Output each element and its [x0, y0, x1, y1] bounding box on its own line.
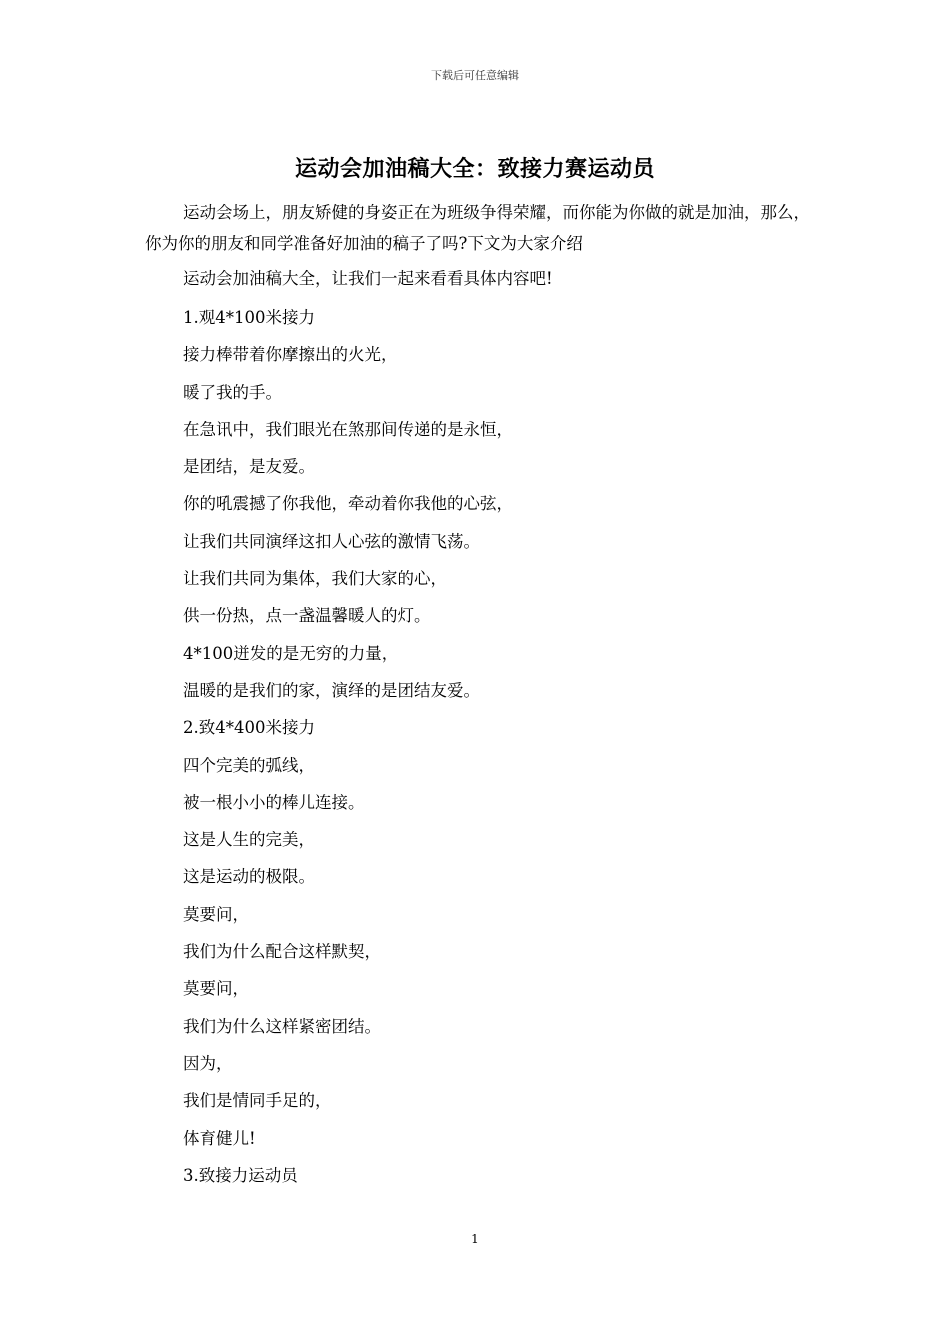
text-line: 4*100迸发的是无穷的力量， [183, 643, 399, 663]
text-lines [145, 259, 817, 1194]
text-line: 你的吼震撼了你我他，牵动着你我他的心弦， [183, 494, 513, 514]
text-line: 体育健儿! [183, 1128, 256, 1148]
text-line: 温暖的是我们的家，演绎的是团结友爱。 [183, 680, 480, 700]
text-line: 暖了我的手。 [183, 382, 282, 402]
text-line: 供一份热，点一盏温馨暖人的灯。 [183, 606, 431, 626]
text-line: 这是运动的极限。 [183, 867, 315, 887]
text-line: 我们为什么配合这样默契， [183, 942, 381, 962]
text-line: 在急讯中，我们眼光在煞那间传递的是永恒， [183, 419, 513, 439]
text-line: 莫要问， [183, 979, 249, 999]
text-line: 因为， [183, 1053, 233, 1073]
section-heading: 1.观4*100米接力 [183, 308, 315, 327]
document-title: 运动会加油稿大全：致接力赛运动员 [294, 156, 655, 182]
text-line: 让我们共同演绎这扣人心弦的激情飞荡。 [183, 531, 480, 551]
header-note: 下载后可任意编辑 [431, 69, 519, 82]
text-line: 我们为什么这样紧密团结。 [183, 1016, 381, 1036]
text-line: 是团结，是友爱。 [183, 457, 315, 477]
text-line: 让我们共同为集体，我们大家的心， [183, 569, 447, 589]
text-line: 莫要问， [183, 904, 249, 924]
text-line: 我们是情同手足的， [183, 1091, 332, 1111]
section-heading: 3.致接力运动员 [183, 1165, 298, 1185]
text-line: 运动会加油稿大全，让我们一起来看看具体内容吧! [183, 269, 553, 288]
document-body [145, 197, 817, 1194]
page-number: 1 [471, 1232, 479, 1246]
text-line: 被一根小小的棒儿连接。 [183, 792, 365, 812]
intro-paragraph: 运动会场上，朋友矫健的身姿正在为班级争得荣耀，而你能为你做的就是加油，那么，你为你的朋友和同学准备好加油的稿子了吗?下文为大家介绍 [145, 203, 810, 253]
text-line: 四个完美的弧线， [183, 755, 315, 775]
text-line: 这是人生的完美， [183, 830, 315, 850]
text-line: 接力棒带着你摩擦出的火光， [183, 345, 398, 365]
section-heading: 2.致4*400米接力 [183, 718, 315, 738]
